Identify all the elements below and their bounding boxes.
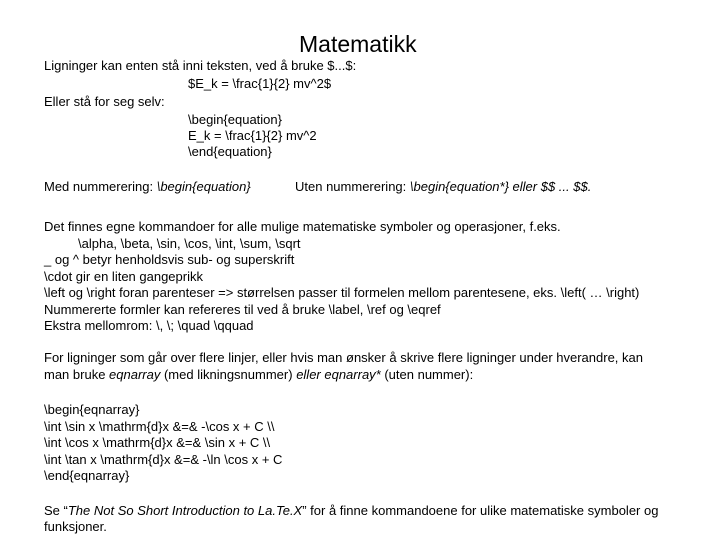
page-title: Matematikk: [299, 31, 417, 57]
unnumbered-rest: eller $$ ... $$.: [508, 179, 592, 194]
multiline-line-2: [44, 367, 473, 383]
commands-spacing: Ekstra mellomrom: \, \; \quad \qquad: [44, 318, 254, 333]
eqnarray-row-tan: \int \tan x \mathrm{d}x &=& -\ln \cos x + C: [44, 452, 283, 467]
unnumbered-code: \begin{equation*}: [409, 179, 509, 194]
reference-line-1: [44, 503, 658, 519]
numbered-code: \begin{equation}: [156, 179, 251, 194]
inline-equation-example: $E_k = \frac{1}{2} mv^2$: [188, 76, 332, 91]
commands-sub-super: _ og ^ betyr henholdsvis sub- og superskrift: [44, 252, 295, 267]
commands-symbols: \alpha, \beta, \sin, \cos, \int, \sum, \sqrt: [78, 236, 301, 251]
intro-line-1: Ligninger kan enten stå inni teksten, ved å bruke $...$:: [44, 58, 357, 73]
reference-pre: Se “: [44, 503, 68, 518]
unnumbered-label: Uten nummerering:: [295, 179, 410, 194]
equation-body: E_k = \frac{1}{2} mv^2: [188, 128, 317, 143]
multiline-text-c: (med likningsnummer): [160, 367, 297, 382]
eqnarray-row-sin: \int \sin x \mathrm{d}x &=& -\cos x + C \\: [44, 419, 275, 434]
reference-post: ” for å finne kommandoene for ulike matematiske symboler og: [302, 503, 659, 518]
multiline-line-1: For ligninger som går over flere linjer, eller hvis man ønsker å skrive flere ligninger under hverandre, kan: [44, 350, 643, 365]
reference-line-2: funksjoner.: [44, 519, 107, 534]
eqnarray-row-cos: \int \cos x \mathrm{d}x &=& \sin x + C \\: [44, 435, 271, 450]
equation-begin: \begin{equation}: [188, 112, 282, 127]
numbered-line: [44, 179, 251, 195]
reference-book-title: The Not So Short Introduction to La.Te.X: [67, 503, 303, 518]
commands-left-right: \left og \right foran parenteser => størrelsen passer til formelen mellom parentesene, eks. \left( … \right): [44, 285, 640, 300]
equation-end: \end{equation}: [188, 144, 272, 159]
multiline-eqnarray-star: eller eqnarray*: [296, 367, 381, 382]
unnumbered-line: [295, 179, 591, 195]
multiline-text-a: man bruke: [44, 367, 110, 382]
commands-references: Nummererte formler kan refereres til ved å bruke \label, \ref og \eqref: [44, 302, 441, 317]
multiline-eqnarray: eqnarray: [109, 367, 161, 382]
intro-line-2: Eller stå for seg selv:: [44, 94, 165, 109]
multiline-text-e: (uten nummer):: [380, 367, 474, 382]
eqnarray-begin: \begin{eqnarray}: [44, 402, 140, 417]
numbered-label: Med nummerering:: [44, 179, 157, 194]
eqnarray-end: \end{eqnarray}: [44, 468, 130, 483]
commands-cdot: \cdot gir en liten gangeprikk: [44, 269, 203, 284]
commands-intro: Det finnes egne kommandoer for alle mulige matematiske symboler og operasjoner, f.eks.: [44, 219, 561, 234]
